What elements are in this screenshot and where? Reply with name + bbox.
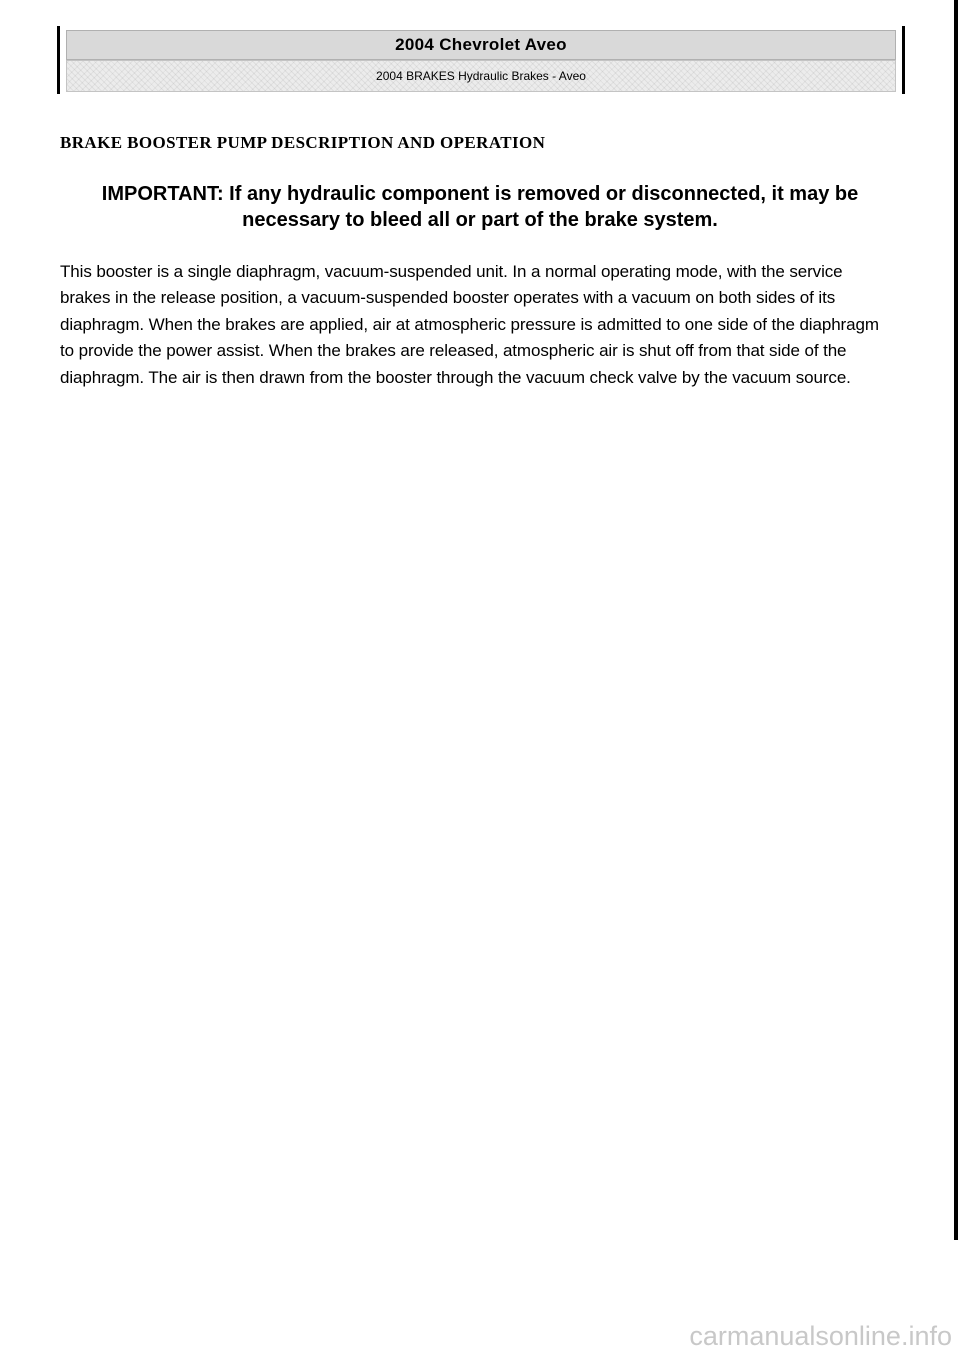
body-paragraph: This booster is a single diaphragm, vacuum-suspended unit. In a normal operating mode, with the service brakes in the release position, a vacuum-suspended booster operates with a vacuum on both sides of its diaphragm. When the brakes are applied, air at atmospheric pressure is admitted to one side of the diaphragm to provide the power assist. When the brakes are released, atmospheric air is shut off from that side of the diaphragm. The air is then drawn from the booster through the vacuum check valve by the vacuum source. bbox=[60, 262, 879, 387]
header-subtitle: 2004 BRAKES Hydraulic Brakes - Aveo bbox=[66, 60, 896, 92]
page-edge-rule bbox=[954, 0, 958, 1240]
document-header bbox=[57, 26, 905, 94]
watermark: carmanualsonline.info bbox=[689, 1321, 952, 1351]
header-title: 2004 Chevrolet Aveo bbox=[66, 30, 896, 60]
section-heading: BRAKE BOOSTER PUMP DESCRIPTION AND OPERATION bbox=[60, 133, 546, 152]
important-note: IMPORTANT: If any hydraulic component is removed or disconnected, it may be necessary to bleed all or part of the brake system. bbox=[101, 183, 859, 231]
